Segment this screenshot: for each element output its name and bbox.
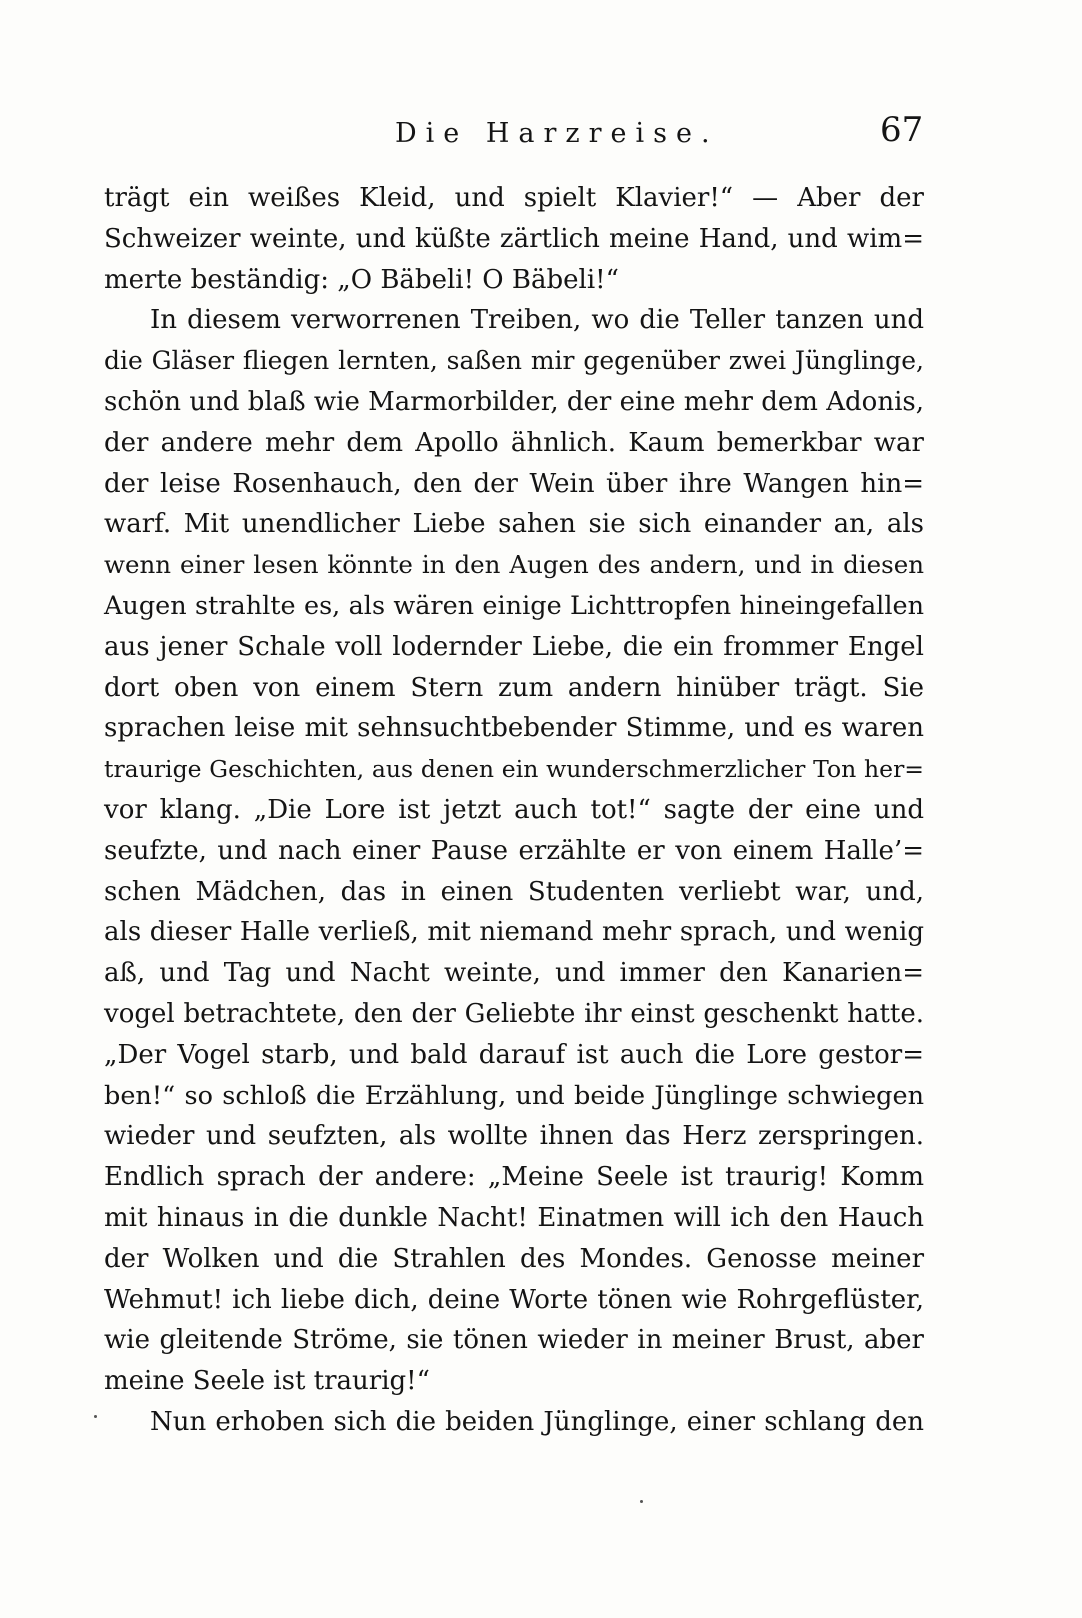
text-line: Augen strahlte es, als wären einige Lichttropfen hineingefallen xyxy=(104,590,924,621)
text-line: aß, und Tag und Nacht weinte, und immer den Kanarien= xyxy=(104,958,924,989)
text-line: merte beständig: „O Bäbeli! O Bäbeli!“ xyxy=(104,264,619,295)
text-line: warf. Mit unendlicher Liebe sahen sie sich einander an, als xyxy=(104,509,924,540)
text-line: Endlich sprach der andere: „Meine Seele ist traurig! Komm xyxy=(104,1162,924,1193)
text-line: seufzte, und nach einer Pause erzählte er von einem Halle’= xyxy=(104,835,924,866)
page-number: 67 xyxy=(880,110,924,150)
paragraph-start-line: In diesem verworrenen Treiben, wo die Teller tanzen und xyxy=(150,305,924,336)
text-line: traurige Geschichten, aus denen ein wunderschmerzlicher Ton her= xyxy=(104,755,924,784)
text-line: schön und blaß wie Marmorbilder, der eine mehr dem Adonis, xyxy=(104,386,924,417)
text-line: Wehmut! ich liebe dich, deine Worte tönen wie Rohrgeflüster, xyxy=(104,1284,924,1315)
text-line: wie gleitende Ströme, sie tönen wieder in meiner Brust, aber xyxy=(104,1325,924,1356)
running-title: Die Harzreise. xyxy=(395,118,719,149)
paper-speck xyxy=(640,1500,643,1503)
text-line: der leise Rosenhauch, den der Wein über ihre Wangen hin= xyxy=(104,468,924,499)
text-line: „Der Vogel starb, und bald darauf ist auch die Lore gestor= xyxy=(104,1039,924,1070)
text-line: vor klang. „Die Lore ist jetzt auch tot!“ sagte der eine und xyxy=(104,794,924,825)
text-line: mit hinaus in die dunkle Nacht! Einatmen will ich den Hauch xyxy=(104,1202,924,1233)
text-line: dort oben von einem Stern zum andern hinüber trägt. Sie xyxy=(104,672,924,703)
text-line: der andere mehr dem Apollo ähnlich. Kaum bemerkbar war xyxy=(104,427,924,458)
text-line: Schweizer weinte, und küßte zärtlich meine Hand, und wim= xyxy=(104,223,924,254)
paper-speck xyxy=(94,1415,97,1418)
text-line: sprachen leise mit sehnsuchtbebender Stimme, und es waren xyxy=(104,713,924,744)
text-line: wenn einer lesen könnte in den Augen des andern, und in diesen xyxy=(104,550,924,580)
text-line: als dieser Halle verließ, mit niemand mehr sprach, und wenig xyxy=(104,917,924,948)
text-line: der Wolken und die Strahlen des Mondes. Genosse meiner xyxy=(104,1243,924,1274)
text-line: vogel betrachtete, den der Geliebte ihr einst geschenkt hatte. xyxy=(104,998,924,1029)
text-line: meine Seele ist traurig!“ xyxy=(104,1366,430,1397)
body-text xyxy=(104,178,924,1443)
paragraph-start-line: Nun erhoben sich die beiden Jünglinge, einer schlang den xyxy=(150,1406,924,1437)
text-line: trägt ein weißes Kleid, und spielt Klavier!“ — Aber der xyxy=(104,183,924,213)
text-line: schen Mädchen, das in einen Studenten verliebt war, und, xyxy=(104,876,924,907)
text-line: die Gläser fliegen lernten, saßen mir gegenüber zwei Jünglinge, xyxy=(104,346,924,376)
text-line: ben!“ so schloß die Erzählung, und beide Jünglinge schwiegen xyxy=(104,1080,924,1111)
text-line: aus jener Schale voll lodernder Liebe, die ein frommer Engel xyxy=(104,631,924,662)
text-line: wieder und seufzten, als wollte ihnen das Herz zerspringen. xyxy=(104,1121,924,1152)
